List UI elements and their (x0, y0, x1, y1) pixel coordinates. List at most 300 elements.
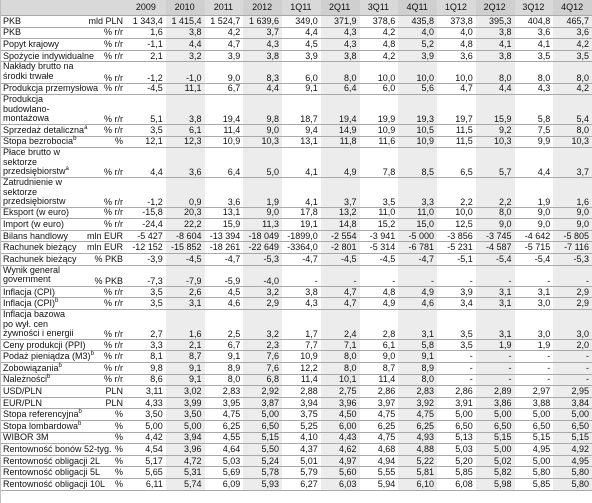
value-cell: 9,1 (166, 374, 205, 386)
value-cell: 3,4 (437, 298, 476, 310)
value-cell: 4,95 (553, 455, 592, 467)
value-cell: 11,6 (360, 136, 399, 148)
value-cell: -4,5 (166, 254, 205, 266)
value-cell: 9,0 (243, 124, 282, 136)
value-cell: 1 524,7 (205, 16, 244, 28)
value-cell: 15,0 (398, 219, 437, 231)
value-cell: - (476, 351, 515, 363)
value-cell: 20,3 (166, 207, 205, 219)
row-label (1, 16, 79, 28)
value-cell: 6,7 (205, 339, 244, 351)
value-cell: 1,9 (243, 177, 282, 207)
row-label (1, 219, 79, 231)
value-cell: -24,4 (127, 219, 166, 231)
value-cell: 13,1 (282, 136, 321, 148)
row-label (1, 310, 79, 340)
value-cell: 11,4 (360, 374, 399, 386)
value-cell: 2,86 (437, 386, 476, 398)
value-cell: 3,94 (166, 432, 205, 444)
value-cell: 4,3 (321, 27, 360, 39)
value-cell: 5,79 (282, 467, 321, 479)
value-cell: 3,50 (166, 409, 205, 421)
row-unit: % r/r (79, 148, 127, 178)
value-cell: 10,9 (398, 136, 437, 148)
value-cell: 3,2 (166, 50, 205, 62)
value-cell: -18 261 (205, 242, 244, 254)
value-cell: 5,00 (127, 420, 166, 432)
row-unit: % r/r (79, 27, 127, 39)
value-cell: 4,3 (282, 298, 321, 310)
column-header: 2012 (243, 0, 282, 16)
table-row (1, 310, 592, 340)
value-cell: -18 049 (243, 230, 282, 242)
value-cell: -2 554 (321, 230, 360, 242)
value-cell: 4,9 (360, 298, 399, 310)
value-cell: 5,8 (515, 95, 554, 125)
row-label (1, 50, 95, 62)
row-label (1, 432, 79, 444)
row-label-text: PKB (3, 15, 22, 26)
row-unit: % r/r (79, 62, 127, 83)
value-cell: - (476, 265, 515, 286)
value-cell: 3,7 (321, 177, 360, 207)
value-cell: 3,9 (205, 50, 244, 62)
value-cell: 6,1 (166, 124, 205, 136)
value-cell: - (437, 265, 476, 286)
row-label-text: Zobowiązania (3, 362, 59, 373)
value-cell: 3,11 (127, 386, 166, 398)
value-cell: - (437, 351, 476, 363)
value-cell: 6,8 (243, 374, 282, 386)
value-cell: 5,00 (437, 409, 476, 421)
value-cell: 6,50 (243, 420, 282, 432)
row-label (1, 177, 79, 207)
table-row (1, 207, 592, 219)
value-cell: 2,0 (553, 339, 592, 351)
value-cell: -3 745 (476, 230, 515, 242)
value-cell: 19,1 (282, 219, 321, 231)
table-row (1, 397, 592, 409)
value-cell: 4,7 (205, 39, 244, 51)
value-cell: 6,1 (360, 339, 399, 351)
value-cell: 3,5 (515, 50, 554, 62)
value-cell: 6,03 (321, 478, 360, 490)
value-cell: 3,99 (166, 397, 205, 409)
value-cell: - (515, 351, 554, 363)
value-cell: 12,2 (282, 363, 321, 375)
row-unit: mld PLN (79, 16, 127, 28)
value-cell: 5,15 (243, 432, 282, 444)
table-body (1, 16, 592, 491)
table-row (1, 83, 592, 95)
value-cell: -5,3 (243, 254, 282, 266)
value-cell: -5,3 (553, 254, 592, 266)
value-cell: -1899,0 (282, 230, 321, 242)
row-label-text: Zatrudnienie w sektorze przedsiębiorstw (3, 176, 66, 207)
row-unit: % (79, 409, 127, 421)
column-header: 2011 (205, 0, 244, 16)
value-cell: 2,4 (321, 310, 360, 340)
value-cell: 15,9 (476, 95, 515, 125)
value-cell: 10,0 (437, 62, 476, 83)
value-cell: 4,4 (515, 148, 554, 178)
value-cell: 6,7 (205, 83, 244, 95)
value-cell: 3,87 (243, 397, 282, 409)
value-cell: 2,97 (515, 386, 554, 398)
value-cell: 3,86 (476, 397, 515, 409)
value-cell: 2,2 (476, 177, 515, 207)
value-cell: 8,0 (321, 62, 360, 83)
value-cell: 9,8 (127, 363, 166, 375)
value-cell: 3,2 (243, 286, 282, 298)
value-cell: 4,9 (321, 148, 360, 178)
table-row (1, 27, 592, 39)
value-cell: 11,0 (360, 207, 399, 219)
row-label-text: Popyt krajowy (3, 38, 60, 49)
value-cell: 8,0 (476, 62, 515, 83)
value-cell: 17,8 (282, 207, 321, 219)
value-cell: 6,0 (360, 83, 399, 95)
value-cell: -4,7 (282, 254, 321, 266)
value-cell: 7,5 (515, 124, 554, 136)
value-cell: 11,4 (282, 374, 321, 386)
value-cell: 3,5 (127, 298, 166, 310)
value-cell: 4,54 (127, 444, 166, 456)
value-cell: 4,2 (205, 27, 244, 39)
value-cell: 3,5 (553, 50, 592, 62)
row-label (1, 83, 99, 95)
value-cell: 8,0 (476, 207, 515, 219)
column-header: 1Q12 (437, 0, 476, 16)
footnote-marker: b (55, 298, 59, 305)
table-row (1, 148, 592, 178)
value-cell: 3,1 (398, 310, 437, 340)
value-cell: 4,50 (321, 409, 360, 421)
value-cell: 5,85 (515, 478, 554, 490)
value-cell: 6,25 (398, 420, 437, 432)
value-cell: 5,69 (205, 467, 244, 479)
value-cell: 10,3 (243, 136, 282, 148)
row-label (1, 351, 94, 363)
table-row (1, 242, 592, 254)
value-cell: 3,5 (127, 124, 166, 136)
value-cell: -15 852 (166, 242, 205, 254)
value-cell: 3,97 (360, 397, 399, 409)
value-cell: 8,5 (398, 148, 437, 178)
value-cell: 3,84 (553, 397, 592, 409)
value-cell: -13 394 (205, 230, 244, 242)
value-cell: 8,0 (321, 351, 360, 363)
table-row (1, 39, 592, 51)
value-cell: 9,0 (243, 207, 282, 219)
value-cell: 2,83 (398, 386, 437, 398)
row-label (1, 467, 101, 479)
value-cell: -5 314 (360, 242, 399, 254)
value-cell: 9,0 (360, 351, 399, 363)
row-label (1, 286, 79, 298)
value-cell: 8,0 (398, 374, 437, 386)
value-cell: 1,6 (553, 177, 592, 207)
value-cell: 4,6 (398, 298, 437, 310)
value-cell: 0,9 (166, 177, 205, 207)
column-header: 4Q11 (398, 0, 437, 16)
value-cell: 5,55 (360, 467, 399, 479)
value-cell: 10,0 (398, 62, 437, 83)
value-cell: 5,1 (127, 95, 166, 125)
value-cell: 6,11 (127, 478, 166, 490)
value-cell: 6,25 (205, 420, 244, 432)
header-unit-cell (79, 0, 127, 16)
value-cell: 404,8 (515, 16, 554, 28)
table-row (1, 363, 592, 375)
value-cell: 3,6 (166, 148, 205, 178)
value-cell: 2,8 (360, 310, 399, 340)
value-cell: - (476, 363, 515, 375)
row-label-text: Bilans handlowy (3, 230, 69, 241)
row-unit: % (79, 467, 127, 479)
value-cell: 2,86 (360, 386, 399, 398)
row-label (1, 39, 79, 51)
value-cell: 14,9 (321, 124, 360, 136)
value-cell: 4,9 (398, 286, 437, 298)
value-cell: 349,0 (282, 16, 321, 28)
value-cell: 4,2 (360, 50, 399, 62)
value-cell: -4,5 (360, 254, 399, 266)
column-header: 3Q12 (515, 0, 554, 16)
value-cell: 9,1 (398, 351, 437, 363)
header-row (1, 0, 592, 16)
value-cell: -5 715 (515, 242, 554, 254)
value-cell: 6,50 (515, 420, 554, 432)
value-cell: -3,9 (127, 254, 166, 266)
value-cell: 11,4 (205, 124, 244, 136)
value-cell: 7,6 (243, 363, 282, 375)
value-cell: 2,3 (243, 339, 282, 351)
row-label-text: Rentowność obligacji 5L (3, 467, 101, 478)
value-cell: 3,8 (282, 286, 321, 298)
value-cell: 5,20 (437, 455, 476, 467)
value-cell: 5,13 (437, 432, 476, 444)
value-cell: -4,5 (127, 83, 166, 95)
value-cell: 3,1 (166, 298, 205, 310)
row-unit: % (79, 444, 127, 456)
row-label-text: Sprzedaż detaliczna (3, 124, 85, 135)
value-cell: 15,9 (205, 219, 244, 231)
table-row (1, 50, 592, 62)
column-header: 2Q12 (476, 0, 515, 16)
value-cell: 8,9 (398, 363, 437, 375)
value-cell: 7,7 (282, 339, 321, 351)
value-cell: -5,4 (515, 254, 554, 266)
value-cell: 373,8 (437, 16, 476, 28)
value-cell: -1,0 (166, 62, 205, 83)
row-unit: mln EUR (79, 242, 127, 254)
footnote-marker: b (58, 362, 62, 369)
value-cell: - (282, 265, 321, 286)
value-cell: -6 781 (398, 242, 437, 254)
row-label-text: Wynik general government (3, 264, 60, 285)
footnote-marker: a (84, 124, 88, 131)
value-cell: 11,8 (321, 136, 360, 148)
value-cell: - (515, 374, 554, 386)
row-unit: % r/r (79, 83, 127, 95)
value-cell: 4,93 (398, 432, 437, 444)
row-unit: % r/r (79, 219, 127, 231)
row-label (1, 207, 79, 219)
value-cell: 12,3 (166, 136, 205, 148)
value-cell: 2,88 (282, 386, 321, 398)
table-row (1, 16, 592, 28)
row-label-text: Płace brutto w sektorze przedsiębiorstw (3, 147, 66, 177)
row-unit: % (79, 136, 127, 148)
value-cell: 3,2 (243, 310, 282, 340)
value-cell: 4,1 (282, 148, 321, 178)
row-label-text: USD/PLN (3, 385, 43, 396)
value-cell: -4 642 (515, 230, 554, 242)
row-unit: % r/r (79, 363, 127, 375)
value-cell: 4,1 (282, 177, 321, 207)
value-cell: 3,1 (476, 286, 515, 298)
value-cell: 9,0 (553, 219, 592, 231)
value-cell: 1,9 (476, 339, 515, 351)
value-cell: -5,1 (437, 254, 476, 266)
value-cell: -5 231 (437, 242, 476, 254)
value-cell: 9,8 (243, 95, 282, 125)
column-header: 1Q11 (282, 0, 321, 16)
value-cell: 8,0 (205, 374, 244, 386)
value-cell: 3,5 (437, 339, 476, 351)
value-cell: 5,24 (243, 455, 282, 467)
value-cell: 11,5 (437, 136, 476, 148)
value-cell: 9,1 (205, 351, 244, 363)
value-cell: 19,9 (360, 95, 399, 125)
value-cell: -4,5 (321, 254, 360, 266)
value-cell: 8,7 (360, 363, 399, 375)
value-cell: 10,9 (205, 136, 244, 148)
row-label-text: Import (w euro) (3, 219, 65, 230)
value-cell: 4,88 (398, 444, 437, 456)
value-cell: 4,4 (243, 83, 282, 95)
value-cell: 4,95 (515, 444, 554, 456)
value-cell: 18,7 (282, 95, 321, 125)
value-cell: 3,6 (437, 50, 476, 62)
value-cell: 3,8 (476, 50, 515, 62)
row-label-text: Stopa bezrobocia (3, 136, 74, 147)
row-unit: % r/r (79, 286, 127, 298)
row-unit: % r/r (79, 95, 127, 125)
value-cell: 3,96 (321, 397, 360, 409)
value-cell: 5,17 (127, 455, 166, 467)
column-header: 2010 (166, 0, 205, 16)
value-cell: 4,7 (321, 286, 360, 298)
value-cell: - (553, 363, 592, 375)
value-cell: 5,78 (243, 467, 282, 479)
row-label (1, 478, 106, 490)
value-cell: 13,2 (321, 207, 360, 219)
value-cell: 5,2 (398, 39, 437, 51)
value-cell: 6,00 (321, 420, 360, 432)
value-cell: 4,1 (476, 39, 515, 51)
value-cell: 4,1 (515, 39, 554, 51)
value-cell: 4,43 (321, 432, 360, 444)
row-unit: % (79, 420, 127, 432)
footnote-marker: b (73, 136, 77, 143)
table-row (1, 432, 592, 444)
value-cell: 8,7 (166, 351, 205, 363)
row-label (1, 374, 79, 386)
value-cell: 19,7 (437, 95, 476, 125)
value-cell: 4,4 (127, 148, 166, 178)
table-row (1, 409, 592, 421)
value-cell: 5,80 (553, 478, 592, 490)
row-label (1, 265, 79, 286)
value-cell: 6,25 (360, 420, 399, 432)
value-cell: 14,8 (321, 219, 360, 231)
value-cell: 2,6 (166, 286, 205, 298)
value-cell: 22,2 (166, 219, 205, 231)
row-unit: % r/r (79, 339, 127, 351)
value-cell: 378,6 (360, 16, 399, 28)
value-cell: 6,0 (282, 62, 321, 83)
value-cell: 9,1 (166, 363, 205, 375)
value-cell: - (398, 265, 437, 286)
value-cell: 3,75 (282, 409, 321, 421)
value-cell: 2,5 (205, 310, 244, 340)
value-cell: -4,7 (205, 254, 244, 266)
value-cell: 12,1 (127, 136, 166, 148)
row-label-text: Eksport (w euro) (3, 207, 70, 218)
value-cell: 15,2 (360, 219, 399, 231)
value-cell: 5,00 (243, 409, 282, 421)
value-cell: 5,00 (166, 420, 205, 432)
value-cell: - (321, 265, 360, 286)
footnote-marker: b (78, 420, 82, 427)
value-cell: 10,0 (360, 62, 399, 83)
value-cell: 11,3 (243, 219, 282, 231)
value-cell: 5,7 (476, 148, 515, 178)
value-cell: 5,8 (398, 339, 437, 351)
value-cell: 3,8 (476, 27, 515, 39)
value-cell: 3,6 (205, 177, 244, 207)
value-cell: -4 587 (476, 242, 515, 254)
value-cell: 4,10 (282, 432, 321, 444)
value-cell: 8,0 (553, 124, 592, 136)
value-cell: 4,37 (282, 444, 321, 456)
value-cell: 8,6 (127, 374, 166, 386)
value-cell: 1 415,4 (166, 16, 205, 28)
value-cell: -5 427 (127, 230, 166, 242)
value-cell: 6,4 (205, 148, 244, 178)
value-cell: 4,5 (205, 286, 244, 298)
value-cell: -5 805 (553, 230, 592, 242)
value-cell: 10,9 (282, 351, 321, 363)
value-cell: -1,2 (127, 62, 166, 83)
table-row (1, 420, 592, 432)
value-cell: 5,15 (515, 432, 554, 444)
value-cell: 4,64 (205, 444, 244, 456)
row-label (1, 95, 79, 125)
value-cell: 8,0 (515, 62, 554, 83)
value-cell: 3,3 (398, 177, 437, 207)
value-cell: 5,0 (243, 148, 282, 178)
value-cell: 19,4 (321, 95, 360, 125)
value-cell: 2,89 (476, 386, 515, 398)
value-cell: -2 801 (321, 242, 360, 254)
value-cell: 3,5 (127, 286, 166, 298)
value-cell: -3364,0 (282, 242, 321, 254)
row-label (1, 420, 82, 432)
table-row (1, 374, 592, 386)
